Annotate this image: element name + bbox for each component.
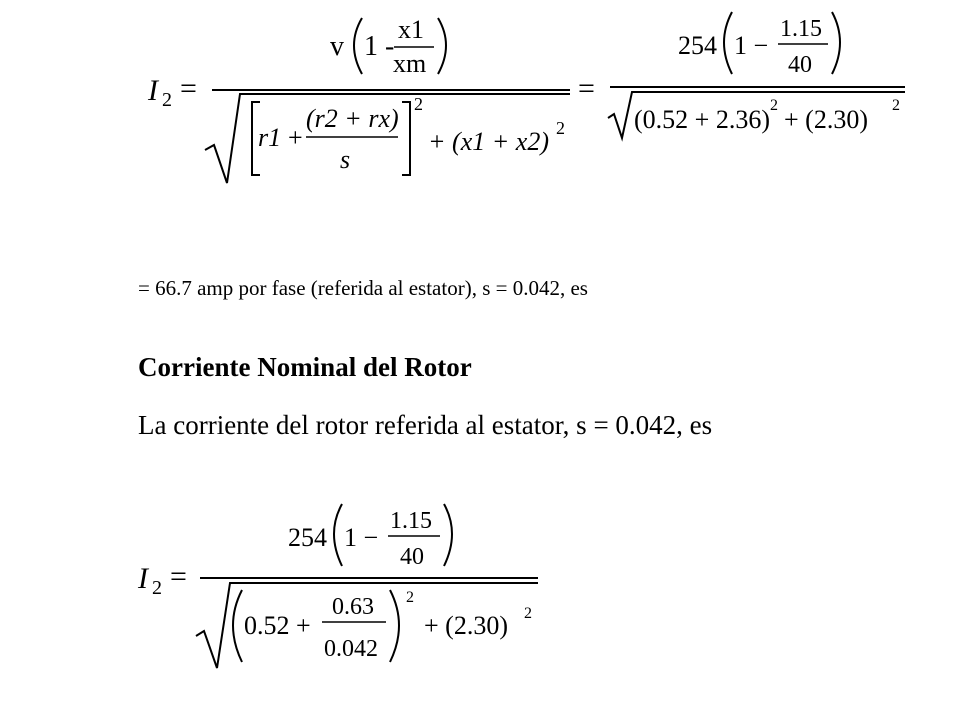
eq2-equals: = bbox=[170, 560, 187, 593]
eq1-equals: = bbox=[180, 72, 197, 105]
eq1-lhs-sub: 2 bbox=[162, 89, 172, 111]
eq1-num-xm: xm bbox=[393, 49, 427, 78]
eq1-num-one-minus: 1 - bbox=[364, 31, 395, 62]
eq1-rhs-den-exp: 2 bbox=[770, 97, 778, 114]
eq1-rhs-254: 254 bbox=[678, 31, 717, 60]
eq2-den-b: + (2.30) bbox=[424, 611, 508, 640]
eq1-den-s: s bbox=[340, 145, 351, 174]
eq1-lhs-symbol: I bbox=[148, 74, 158, 107]
eq2-num-one-minus: 1 − bbox=[344, 523, 379, 552]
eq1-den-r1: r1 bbox=[258, 123, 282, 152]
eq2-den-exp: 2 bbox=[406, 589, 414, 606]
eq1-den-plus: + bbox=[288, 123, 303, 152]
eq2-num-40: 40 bbox=[400, 544, 424, 570]
eq2-lhs-symbol: I bbox=[138, 562, 148, 595]
eq2-den-right-paren bbox=[390, 590, 399, 662]
eq1-rhs-den-exp2: 2 bbox=[892, 97, 900, 114]
eq2-num-left-paren bbox=[334, 504, 342, 566]
result-line: = 66.7 amp por fase (referida al estator), s = 0.042, es bbox=[138, 276, 588, 300]
eq1-den-exp: 2 bbox=[414, 94, 423, 114]
eq1-rhs-40: 40 bbox=[788, 52, 812, 78]
eq2-den-exp2: 2 bbox=[524, 605, 532, 622]
eq1-equals2: = bbox=[578, 72, 595, 105]
eq1-num-x1: x1 bbox=[398, 15, 424, 44]
eq2-lhs-sub: 2 bbox=[152, 577, 162, 599]
eq2-num-254: 254 bbox=[288, 523, 327, 552]
eq2-den-063: 0.63 bbox=[332, 594, 374, 620]
eq1-rhs-den-a: (0.52 + 2.36) bbox=[634, 105, 770, 134]
section-body: La corriente del rotor referida al estator, s = 0.042, es bbox=[138, 410, 713, 440]
eq1-rhs-den-b: + (2.30) bbox=[784, 105, 868, 134]
eq2-num-115: 1.15 bbox=[390, 508, 432, 534]
eq1-den-r2rx: (r2 + rx) bbox=[306, 104, 399, 133]
eq1-den-x1x2: + (x1 + x2) bbox=[428, 127, 549, 156]
eq2-den-0042: 0.042 bbox=[324, 636, 378, 662]
eq2-den-left-paren bbox=[233, 590, 242, 662]
section-heading: Corriente Nominal del Rotor bbox=[138, 352, 472, 382]
eq1-den-exp2: 2 bbox=[556, 118, 565, 138]
eq2-den-052: 0.52 + bbox=[244, 611, 311, 640]
eq1-rhs-one-minus: 1 − bbox=[734, 31, 769, 60]
eq2-num-right-paren bbox=[444, 504, 452, 566]
eq1-rhs-115: 1.15 bbox=[780, 16, 822, 42]
eq1-num-v: v bbox=[330, 31, 344, 62]
